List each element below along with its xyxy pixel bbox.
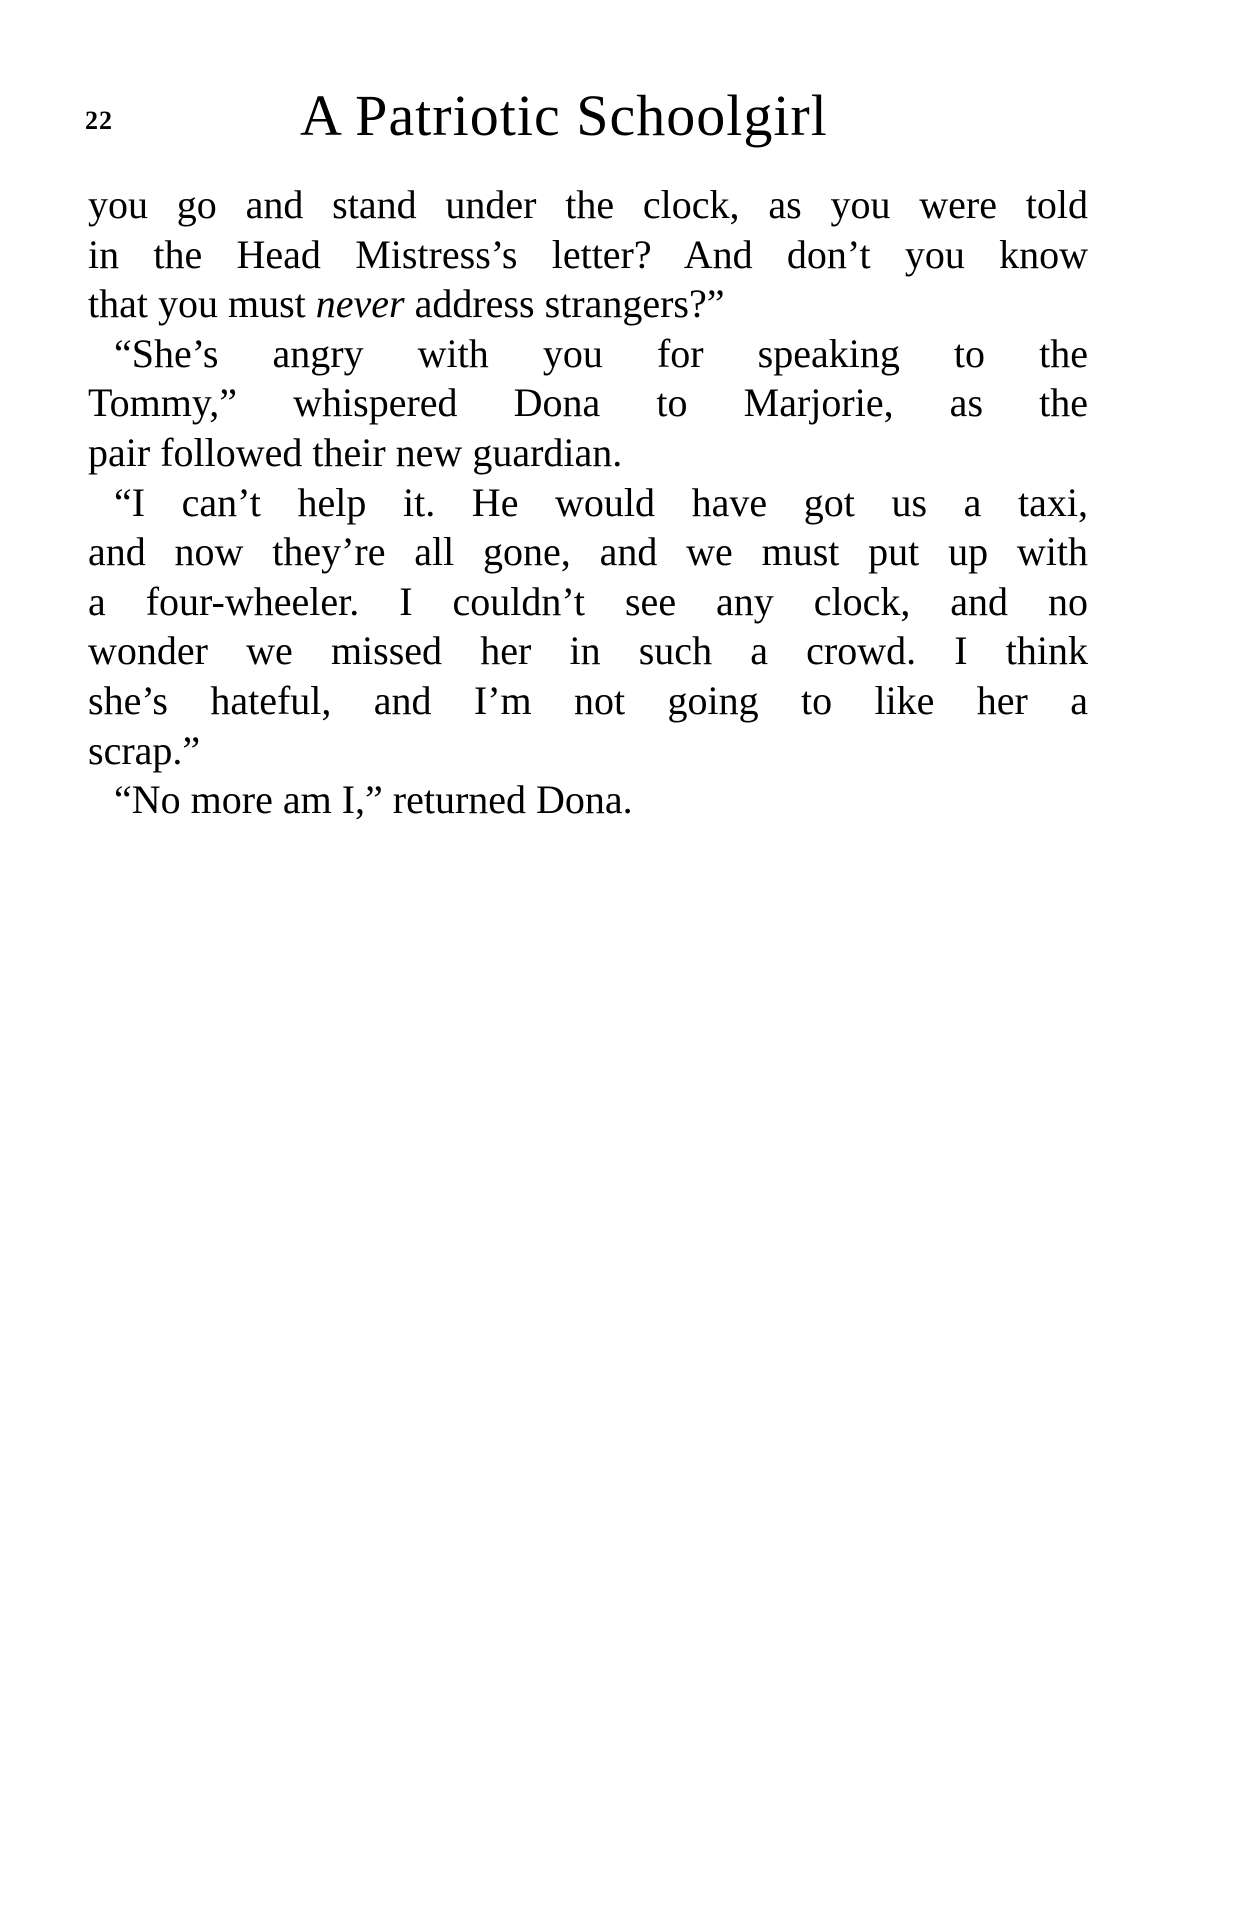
body-text [88,180,1088,825]
text-line: you go and stand under the clock, as you were told [88,182,1088,227]
text-line: wonder we missed her in such a crowd. I think [88,628,1088,674]
running-title: A Patriotic Schoolgirl [300,83,828,148]
text-line [88,279,1088,329]
page-number: 22 [85,106,113,135]
running-head [85,82,1095,152]
text-line: “I can’t help it. He would have got us a taxi, [114,479,1088,525]
text-line: in the Head Mistress’s letter? And don’t you know [88,231,1088,277]
text-line: scrap.” [88,727,201,773]
text-line: a four-wheeler. I couldn’t see any clock, and no [88,578,1088,624]
text-line: pair followed their new guardian. [88,429,623,475]
text-line: “She’s angry with you for speaking to the [114,330,1088,376]
text-segment: that you must [88,281,316,327]
text-line: Tommy,” whispered Dona to Marjorie, as the [88,380,1088,426]
emphasized-word: never [315,281,405,327]
text-segment: address strangers?” [404,281,725,327]
text-line: she’s hateful, and I’m not going to like her a [88,677,1088,723]
text-line: and now they’re all gone, and we must put up with [88,529,1088,575]
text-line: “No more am I,” returned Dona. [114,777,633,823]
